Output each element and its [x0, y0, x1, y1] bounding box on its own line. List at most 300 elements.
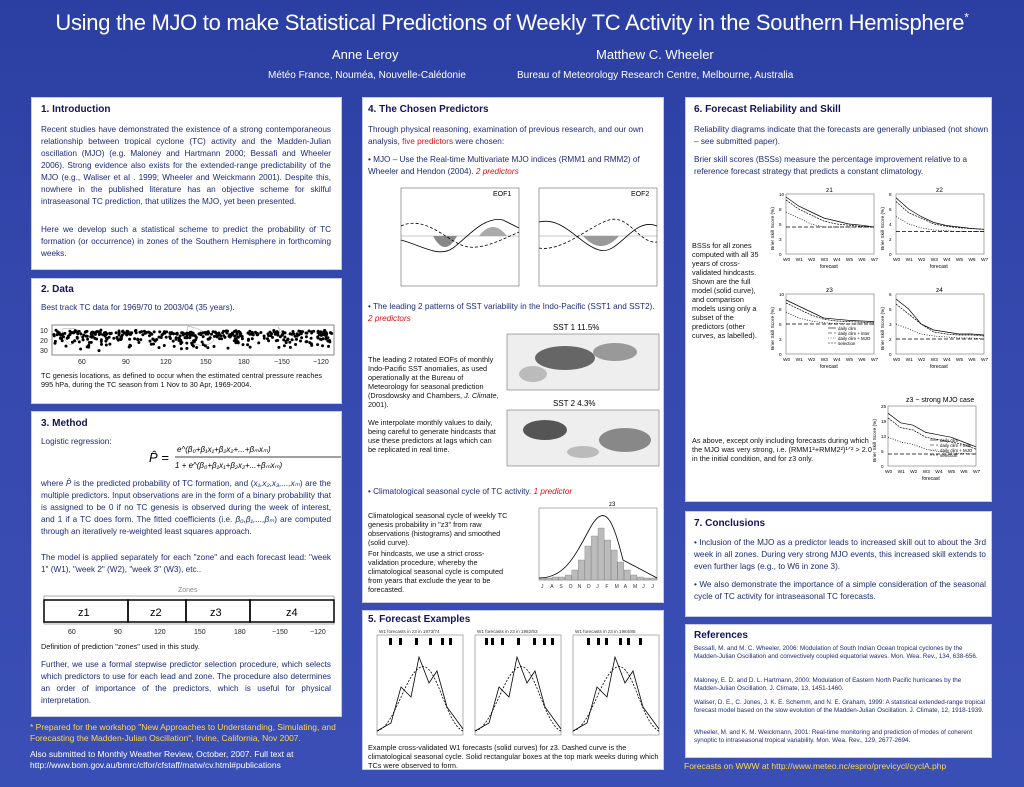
- week-tick: W1: [905, 258, 913, 263]
- genesis-point: [78, 340, 81, 343]
- method-lead: Logistic regression:: [41, 437, 112, 446]
- method-paragraph-2: The model is applied separately for each "zone" and each forecast lead: "week 1" (W1), "week 2" (W2), "week 3" (W3), etc..: [41, 553, 331, 574]
- genesis-point: [76, 336, 79, 339]
- zone-label: z1: [78, 607, 90, 619]
- y-tick: 0: [889, 252, 892, 257]
- genesis-point: [289, 346, 292, 349]
- genesis-point: [118, 330, 121, 333]
- genesis-point: [168, 335, 171, 338]
- y-tick: 25: [881, 404, 887, 409]
- lon-tick: 120: [154, 629, 166, 636]
- genesis-point: [63, 332, 66, 335]
- genesis-point: [62, 335, 65, 338]
- histogram-bar: [644, 578, 650, 580]
- genesis-point: [86, 338, 89, 341]
- genesis-point: [310, 337, 313, 340]
- lon-tick: −120: [310, 629, 326, 636]
- y-tick: 6: [889, 207, 892, 212]
- genesis-point: [239, 334, 242, 337]
- legend-entry: daily clim: [838, 326, 857, 331]
- tc-observed-box: [441, 638, 444, 645]
- month-tick: D: [587, 584, 591, 590]
- genesis-point: [300, 330, 303, 333]
- section-heading: References: [694, 630, 748, 641]
- genesis-point: [241, 337, 244, 340]
- genesis-point: [143, 330, 146, 333]
- genesis-point: [319, 333, 322, 336]
- y-tick: 3: [779, 237, 782, 242]
- genesis-point: [118, 333, 121, 336]
- predictors-intro: Through physical reasoning, examination of previous research, and our own analysis, five predictors were chosen:: [368, 125, 644, 146]
- genesis-point: [330, 332, 333, 335]
- genesis-point: [185, 342, 188, 345]
- reference-2: Maloney, E. D. and D. L. Hartmann, 2000: Modulation of Eastern North Pacific hurricanes by the Madden-Julian Oscillation. J. Climate, 13, 1451-1460.: [694, 677, 962, 692]
- y-tick: 3: [779, 337, 782, 342]
- lat-tick: 10: [40, 328, 48, 335]
- conclusions-panel: [685, 511, 992, 617]
- data-panel: [31, 278, 342, 404]
- affiliation-bmrc: Bureau of Meteorology Research Centre, Melbourne, Australia: [517, 70, 794, 81]
- genesis-point: [233, 330, 236, 333]
- y-tick: 3: [889, 322, 892, 327]
- week-tick: W7: [871, 258, 879, 263]
- genesis-point: [149, 340, 152, 343]
- section-heading: 5. Forecast Examples: [368, 614, 471, 625]
- genesis-point: [120, 337, 123, 340]
- legend-entry: daily clim + inter: [940, 443, 972, 448]
- genesis-point: [172, 340, 175, 343]
- genesis-point: [100, 340, 103, 343]
- y-tick: 8: [779, 307, 782, 312]
- genesis-point: [81, 336, 84, 339]
- tc-observed-box: [491, 638, 494, 645]
- genesis-point: [128, 344, 131, 347]
- genesis-point: [233, 339, 236, 342]
- genesis-point: [310, 330, 313, 333]
- histogram-bar: [605, 540, 611, 580]
- month-tick: S: [559, 584, 563, 590]
- examples-panel: [362, 610, 664, 770]
- genesis-point: [176, 332, 179, 335]
- www-link[interactable]: Forecasts on WWW at http://www.meteo.nc/espro/previcycl/cyclA.php: [684, 761, 947, 771]
- week-tick: W5: [845, 258, 854, 263]
- histogram-bar: [637, 577, 643, 580]
- method-paragraph-1: where P̂ is the predicted probability of TC formation, and (x₁,x₂,x₃,...,xₘ) are the multiple predictors. Input observations are in the form of a binary probability that is assigned to be 0 if no TC genesis is observed during the week of interest, and 1 if a TC does form. The fitted coefficients (i.e. β₀,β₁,...,βₘ) are computed through an iteratively re-weighted least squares approach.: [41, 479, 332, 536]
- x-axis-label: forecast: [930, 264, 948, 270]
- week-tick: W6: [858, 258, 866, 263]
- month-tick: F: [605, 584, 609, 590]
- skill-panel: [685, 97, 992, 502]
- genesis-point: [222, 334, 225, 337]
- genesis-point: [180, 347, 183, 350]
- week-tick: W5: [955, 358, 964, 363]
- genesis-point: [247, 332, 250, 335]
- histogram-bar: [585, 546, 591, 580]
- section-heading: 1. Introduction: [41, 104, 111, 115]
- week-tick: W0: [885, 470, 893, 475]
- predictor-sst: • The leading 2 patterns of SST variability in the Indo-Pacific (SST1 and SST2). 2 predictors: [368, 302, 655, 323]
- lat-tick: 20: [40, 338, 48, 345]
- bss-panel-title: z1: [826, 187, 833, 194]
- month-tick: A: [550, 584, 554, 590]
- week-tick: W5: [845, 358, 854, 363]
- tc-observed-box: [429, 638, 432, 645]
- week-tick: W5: [955, 258, 964, 263]
- cycle-caption: Climatological seasonal cycle of weekly TC genesis probability in "z3" from raw observations (histograms) and smoothed (solid curve).: [368, 511, 508, 547]
- genesis-point: [207, 333, 210, 336]
- genesis-point: [126, 330, 129, 333]
- week-tick: W4: [833, 258, 841, 263]
- week-tick: W1: [795, 358, 803, 363]
- genesis-point: [192, 345, 195, 348]
- genesis-point: [98, 349, 101, 352]
- genesis-point: [291, 333, 294, 336]
- genesis-point: [283, 336, 286, 339]
- histogram-bar: [611, 550, 617, 580]
- y-tick: 6: [889, 292, 892, 297]
- tc-observed-box: [399, 638, 402, 645]
- poster-title: Using the MJO to make Statistical Predictions of Weekly TC Activity in the Southern Hemisphere*: [55, 10, 969, 35]
- y-axis-label: Brier Skill Score (%): [881, 207, 886, 250]
- skill-paragraph-1: Reliability diagrams indicate that the forecasts are generally unbiased (not shown – see submitted paper).: [694, 125, 989, 146]
- week-tick: W1: [905, 358, 913, 363]
- genesis-point: [95, 331, 98, 334]
- genesis-point: [266, 337, 269, 340]
- genesis-point: [247, 339, 250, 342]
- legend-entry: daily clim + MJO: [838, 336, 871, 341]
- tc-observed-box: [389, 638, 392, 645]
- genesis-point: [85, 330, 88, 333]
- genesis-point: [249, 346, 252, 349]
- genesis-point: [153, 330, 156, 333]
- strong-title: z3 − strong MJO case: [906, 397, 975, 404]
- genesis-point: [55, 329, 58, 332]
- month-tick: O: [568, 584, 573, 590]
- month-tick: J: [541, 584, 544, 590]
- interp-caption: We interpolate monthly values to daily, being careful to generate hindcasts that use these predictors at lags which can be replicated in real time.: [368, 418, 496, 454]
- genesis-point: [148, 334, 151, 337]
- month-tick: M: [633, 584, 638, 590]
- genesis-point: [65, 345, 68, 348]
- genesis-point: [133, 337, 136, 340]
- genesis-point: [179, 334, 182, 337]
- tc-observed-box: [605, 638, 608, 645]
- genesis-point: [225, 329, 228, 332]
- x-axis-label: forecast: [922, 476, 940, 482]
- genesis-point: [179, 342, 182, 345]
- zones-caption: Definition of prediction "zones" used in this study.: [41, 642, 200, 651]
- week-tick: W4: [833, 358, 841, 363]
- genesis-point: [323, 329, 326, 332]
- genesis-point: [73, 339, 76, 342]
- method-panel: [31, 411, 342, 717]
- legend-entry: selection: [838, 341, 856, 346]
- genesis-point: [186, 336, 189, 339]
- genesis-caption: TC genesis locations, as defined to occur when the estimated central pressure reaches 995 hPa, during the TC season from 1 Nov to 30 Apr, 1969-2004.: [41, 371, 323, 389]
- genesis-point: [325, 336, 328, 339]
- bss-panel-title: z3: [826, 287, 833, 294]
- month-tick: A: [623, 584, 628, 590]
- intro-paragraph-1: Recent studies have demonstrated the existence of a strong contemporaneous relationship between tropical cyclone (TC) activity and the Madden-Julian oscillation (MJO) (e.g. Maloney and Hartmann 2000; Bessafi and Wheeler 2006). Strong evidence also exists for the extended-range predictability of the MJO (e.g., Waliser et al . 1999; Wheeler and Weickmann 2001). Despite this, nowhere in the published literature has an objective scheme for skilful intraseasonal TC prediction, that utilizes the MJO, yet been presented.: [41, 125, 331, 206]
- example-title: W1 forecasts in z3 in 1982/83: [477, 629, 538, 634]
- genesis-point: [274, 332, 277, 335]
- section-heading: 4. The Chosen Predictors: [368, 104, 489, 115]
- x-axis-label: forecast: [820, 364, 838, 370]
- genesis-point: [203, 331, 206, 334]
- genesis-point: [190, 342, 193, 345]
- genesis-point: [213, 345, 216, 348]
- histogram-bar: [591, 536, 597, 580]
- genesis-point: [158, 330, 161, 333]
- genesis-point: [201, 341, 204, 344]
- genesis-point: [160, 336, 163, 339]
- histogram-bar: [631, 575, 637, 580]
- example-frame: [573, 635, 659, 735]
- month-tick: J: [651, 584, 654, 590]
- week-tick: W3: [922, 470, 930, 475]
- genesis-point: [54, 340, 57, 343]
- genesis-point: [276, 339, 279, 342]
- section-heading: 3. Method: [41, 418, 88, 429]
- genesis-point: [281, 333, 284, 336]
- cycle-months: [541, 584, 654, 590]
- genesis-point: [215, 332, 218, 335]
- sst-eof-maps: [505, 322, 661, 470]
- genesis-point: [195, 346, 198, 349]
- y-tick: 5: [889, 307, 892, 312]
- week-tick: W3: [820, 358, 828, 363]
- crossval-caption: For hindcasts, we use a strict cross-validation procedure, whereby the climatological seasonal cycle is computed from years that exclude the year to be forecasted.: [368, 549, 504, 594]
- genesis-point: [219, 334, 222, 337]
- genesis-point: [90, 341, 93, 344]
- y-tick: 5: [779, 322, 782, 327]
- genesis-point: [305, 332, 308, 335]
- genesis-point: [53, 334, 56, 337]
- week-tick: W4: [943, 358, 951, 363]
- genesis-point: [305, 335, 308, 338]
- genesis-point: [288, 341, 291, 344]
- genesis-point: [151, 338, 154, 341]
- genesis-point: [316, 335, 319, 338]
- lon-tick: 180: [234, 629, 246, 636]
- week-tick: W6: [968, 258, 976, 263]
- week-tick: W3: [930, 358, 938, 363]
- examples-caption: Example cross-validated W1 forecasts (solid curves) for z3. Dashed curve is the climatological seasonal cycle. Solid rectangular boxes at the top mark weeks during which TCs were observed to form.: [368, 743, 659, 770]
- bss-plots: [768, 186, 992, 386]
- genesis-point: [300, 336, 303, 339]
- genesis-point: [325, 333, 328, 336]
- y-tick: 4: [889, 222, 892, 227]
- month-tick: M: [614, 584, 619, 590]
- svg-text:1 + e^(β₀+β₁x₁+β₂x₂+...+βₘxₘ): 1 + e^(β₀+β₁x₁+β₂x₂+...+βₘxₘ): [175, 461, 283, 470]
- y-axis-label: Brier Skill Score (%): [771, 207, 776, 250]
- zones-label: Zones: [178, 587, 198, 594]
- week-tick: W0: [893, 258, 901, 263]
- genesis-point: [99, 331, 102, 334]
- genesis-point: [117, 339, 120, 342]
- bss-frame: [896, 294, 984, 354]
- genesis-point: [269, 331, 272, 334]
- genesis-point: [183, 332, 186, 335]
- week-tick: W3: [820, 258, 828, 263]
- legend-entry: daily clim + MJO: [940, 448, 973, 453]
- predictor-mjo: • MJO – Use the Real-time Multivariate MJO indices (RMM1 and RMM2) of Wheeler and Hendon (2004). 2 predictors: [368, 155, 640, 176]
- genesis-point: [242, 343, 245, 346]
- tc-observed-box: [587, 638, 590, 645]
- tc-observed-box: [449, 638, 452, 645]
- genesis-point: [141, 333, 144, 336]
- genesis-point: [108, 336, 111, 339]
- genesis-point: [78, 330, 81, 333]
- cycle-histogram: [539, 528, 657, 580]
- histogram-bar: [618, 562, 624, 580]
- genesis-point: [177, 339, 180, 342]
- lon-tick: 150: [194, 629, 206, 636]
- genesis-point: [137, 341, 140, 344]
- y-axis-label: Brier Skill Score (%): [881, 307, 886, 350]
- genesis-point: [180, 331, 183, 334]
- genesis-point: [213, 335, 216, 338]
- sst2-label: SST 2 4.3%: [553, 399, 596, 408]
- introduction-panel: [31, 97, 342, 270]
- genesis-point: [228, 334, 231, 337]
- genesis-point: [163, 344, 166, 347]
- week-tick: W4: [935, 470, 943, 475]
- workshop-note: * Prepared for the workshop "New Approaches to Understanding, Simulating, and Forecasting the Madden-Julian Oscillation", Irvine, California, Nov 2007.: [30, 722, 336, 743]
- genesis-point: [140, 330, 143, 333]
- week-tick: W7: [981, 258, 989, 263]
- tc-observed-box: [543, 638, 546, 645]
- genesis-point: [285, 340, 288, 343]
- lon-tick: 90: [114, 629, 122, 636]
- eof1-label: EOF1: [493, 191, 512, 198]
- strong-mjo-caption: As above, except only including forecasts during which the MJO was very strong, i.e. (RMM1²+RMM2²)¹ᐟ² > 2.0 in the initial condition, and for z3 only.: [692, 436, 872, 463]
- tc-observed-box: [597, 638, 600, 645]
- genesis-point: [327, 345, 330, 348]
- submission-note[interactable]: Also submitted to Monthly Weather Review, October, 2007. Full text at http://www.bom.gov.au/bmrc/clfor/cfstaff/matw/cv.html#publications: [30, 749, 294, 770]
- genesis-point: [291, 338, 294, 341]
- histogram-bar: [572, 570, 578, 580]
- predictor-seasonal-cycle: • Climatological seasonal cycle of TC activity. 1 predictor: [368, 487, 573, 496]
- genesis-point: [282, 330, 285, 333]
- y-tick: 2: [889, 337, 892, 342]
- skill-paragraph-2: Brier skill scores (BSSs) measure the percentage improvement relative to a reference forecast strategy that predicts a constant climatology.: [694, 155, 968, 176]
- zones-map: [38, 584, 340, 640]
- bss-frame: [888, 406, 976, 466]
- lon-tick: −120: [313, 359, 329, 366]
- week-tick: W1: [795, 258, 803, 263]
- genesis-point: [193, 334, 196, 337]
- genesis-point: [173, 345, 176, 348]
- genesis-point: [251, 331, 254, 334]
- conclusion-1: • Inclusion of the MJO as a predictor leads to increased skill out to about the 3rd week in all zones. During very strong MJO events, this increased skill extends to even further lags (e.g., to W6 in zone 3).: [694, 538, 986, 571]
- author-wheeler: Matthew C. Wheeler: [596, 47, 714, 62]
- affiliation-meteo-france: Météo France, Nouméa, Nouvelle-Calédonie: [268, 70, 466, 81]
- y-tick: 6: [881, 449, 884, 454]
- reference-4: Wheeler, M. and K. M. Weickmann, 2001: Real-time monitoring and prediction of modes of coherent synoptic to intraseasonal tropical variability. Mon. Wea. Rev., 129, 2677-2694.: [694, 729, 973, 744]
- genesis-point: [139, 338, 142, 341]
- genesis-point: [271, 336, 274, 339]
- y-tick: 8: [779, 207, 782, 212]
- genesis-point: [100, 343, 103, 346]
- genesis-point: [155, 338, 158, 341]
- lon-tick: 90: [122, 359, 130, 366]
- week-tick: W0: [783, 258, 791, 263]
- y-tick: 13: [881, 434, 887, 439]
- genesis-point: [158, 346, 161, 349]
- week-tick: W2: [918, 358, 926, 363]
- genesis-point: [204, 344, 207, 347]
- histogram-bar: [546, 578, 552, 580]
- genesis-point: [308, 330, 311, 333]
- genesis-point: [95, 338, 98, 341]
- lon-tick: 150: [200, 359, 212, 366]
- week-tick: W0: [893, 358, 901, 363]
- genesis-point: [112, 337, 115, 340]
- genesis-point: [79, 332, 82, 335]
- y-tick: 10: [779, 292, 785, 297]
- week-tick: W2: [910, 470, 918, 475]
- week-tick: W2: [808, 258, 816, 263]
- sst-caption: The leading 2 rotated EOFs of monthly Indo-Pacific SST anomalies, as used operationally at the Bureau of Meteorology for seasonal prediction (Drosdowsky and Chambers, J. Climate, 2001).: [368, 355, 499, 409]
- method-paragraph-3: Further, we use a formal stepwise predictor selection procedure, which selects which predictors to use for each lead and zone. The procedure also determines an order of importance of the predictors, which is useful for physical interpretation.: [41, 660, 331, 705]
- y-axis-label: Brier Skill Score (%): [873, 419, 878, 462]
- genesis-point: [68, 333, 71, 336]
- genesis-point: [295, 338, 298, 341]
- genesis-point: [89, 335, 92, 338]
- histogram-bar: [598, 528, 604, 580]
- section-heading: 6. Forecast Reliability and Skill: [694, 104, 841, 115]
- genesis-point: [221, 331, 224, 334]
- week-tick: W7: [871, 358, 879, 363]
- genesis-point: [128, 333, 131, 336]
- x-axis-label: forecast: [930, 364, 948, 370]
- genesis-point: [237, 341, 240, 344]
- genesis-point: [292, 330, 295, 333]
- genesis-point: [87, 346, 90, 349]
- zone-label: z3: [210, 607, 222, 619]
- genesis-point: [58, 331, 61, 334]
- intro-paragraph-2: Here we develop such a statistical scheme to predict the probability of TC formation (or occurrence) in zones of the Southern Hemisphere in forthcoming weeks.: [41, 225, 331, 258]
- legend-entry: selection: [940, 453, 958, 458]
- week-tick: W6: [968, 358, 976, 363]
- lon-tick: −150: [272, 629, 288, 636]
- genesis-point: [105, 344, 108, 347]
- genesis-point: [317, 331, 320, 334]
- author-leroy: Anne Leroy: [332, 47, 399, 62]
- tc-observed-box: [533, 638, 536, 645]
- week-tick: W1: [897, 470, 905, 475]
- genesis-point: [165, 336, 168, 339]
- genesis-point: [115, 331, 118, 334]
- month-tick: J: [642, 584, 645, 590]
- genesis-point: [208, 337, 211, 340]
- genesis-point: [216, 335, 219, 338]
- genesis-map: [38, 323, 338, 369]
- lon-tick: 180: [238, 359, 250, 366]
- week-tick: W7: [973, 470, 981, 475]
- month-tick: J: [596, 584, 599, 590]
- genesis-point: [169, 332, 172, 335]
- lat-tick: 30: [40, 348, 48, 355]
- bss-strong-mjo-plot: [868, 394, 990, 500]
- y-tick: 2: [889, 237, 892, 242]
- zone-label: z2: [150, 607, 162, 619]
- y-axis-label: Brier Skill Score (%): [771, 307, 776, 350]
- lon-tick: −150: [274, 359, 290, 366]
- genesis-point: [135, 331, 138, 334]
- genesis-point: [296, 335, 299, 338]
